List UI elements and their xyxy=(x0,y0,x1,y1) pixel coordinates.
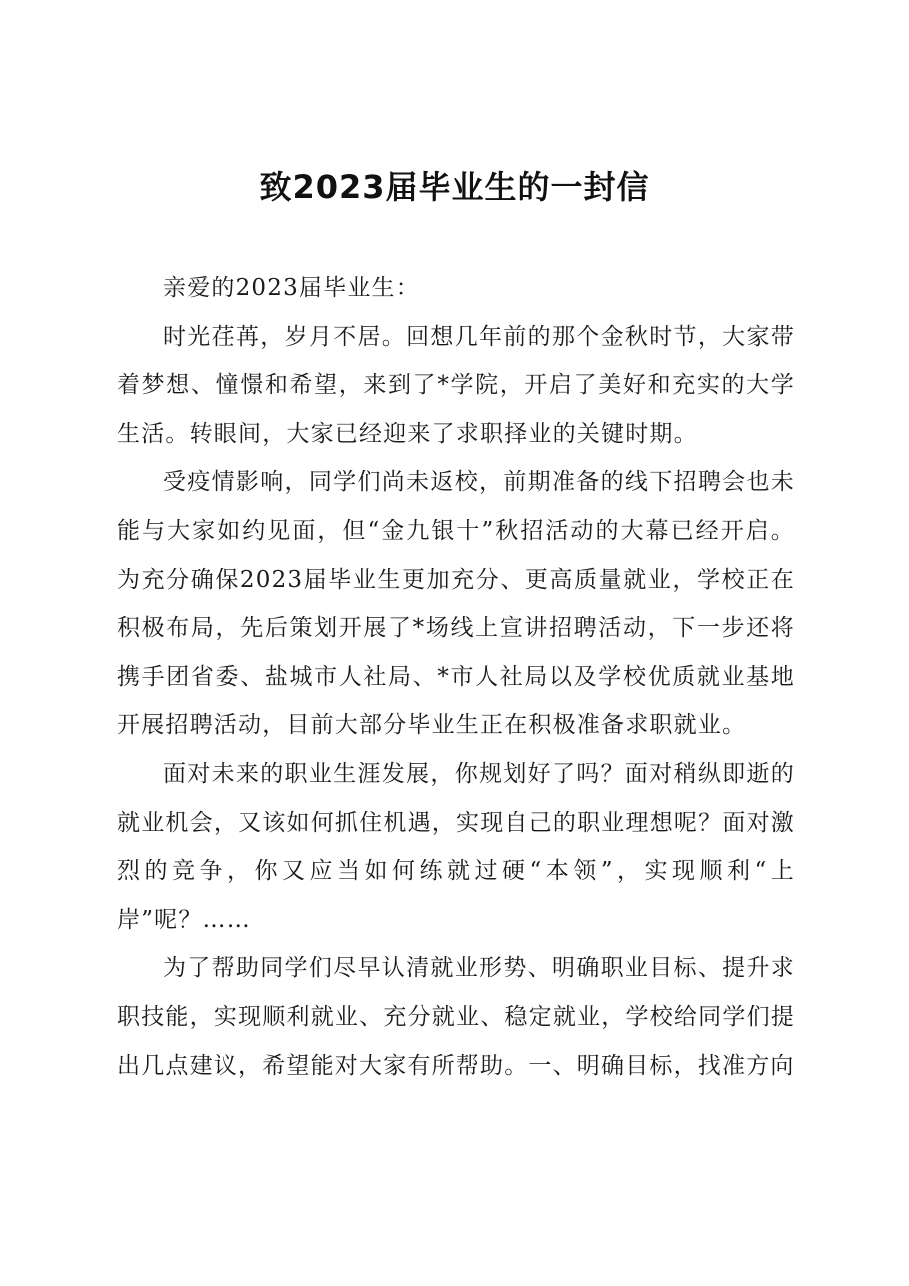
paragraph-2: 受疫情影响，同学们尚未返校，前期准备的线下招聘会也未能与大家如约见面，但“金九银十”秋招活动的大幕已经开启。为充分确保2023届毕业生更加充分、更高质量就业，学校正在积极布局，先后策划开展了*场线上宣讲招聘活动，下一步还将携手团省委、盐城市人社局、*市人社局以及学校优质就业基地开展招聘活动，目前大部分毕业生正在积极准备求职就业。 xyxy=(117,469,795,739)
document-title: 致2023届毕业生的一封信 xyxy=(259,168,650,206)
salutation: 亲爱的2023届毕业生： xyxy=(163,275,420,301)
paragraph-3: 面对未来的职业生涯发展，你规划好了吗？面对稍纵即逝的就业机会，又该如何抓住机遇，实现自己的职业理想呢？面对激烈的竞争，你又应当如何练就过硬“本领”，实现顺利“上岸”呢？…… xyxy=(117,760,795,933)
paragraph-1: 时光荏苒，岁月不居。回想几年前的那个金秋时节，大家带着梦想、憧憬和希望，来到了*学院，开启了美好和充实的大学生活。转眼间，大家已经迎来了求职择业的关键时期。 xyxy=(117,323,795,447)
paragraph-4: 为了帮助同学们尽早认清就业形势、明确职业目标、提升求职技能，实现顺利就业、充分就业、稳定就业，学校给同学们提出几点建议，希望能对大家有所帮助。一、明确目标，找准方向 xyxy=(117,955,795,1079)
letter-body xyxy=(117,264,795,1090)
